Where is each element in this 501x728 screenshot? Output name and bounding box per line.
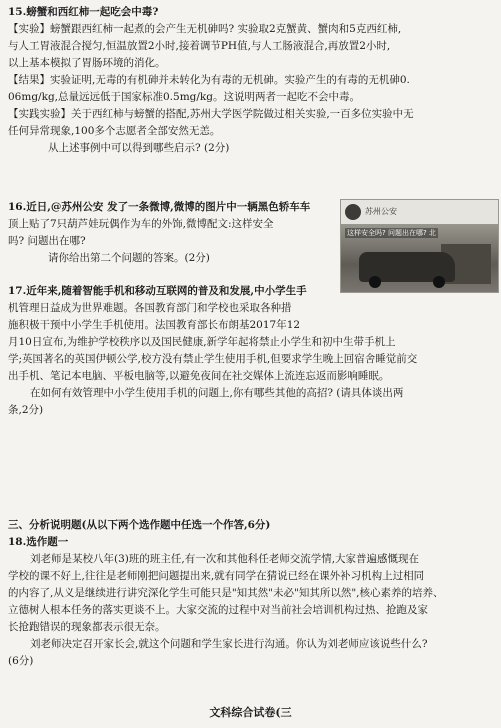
question-15	[8, 4, 496, 157]
question-15-title: 15.螃蟹和西红柿一起吃会中毒?	[8, 6, 159, 18]
question-17-line: 17.近年来,随着智能手机和移动互联网的普及和发展,中小学生手	[8, 285, 307, 297]
question-17-prompt-end: 条,2分)	[8, 404, 44, 416]
question-17-line: 机管理日益成为世界难题。各国教育部门和学校也采取各种措	[8, 302, 292, 314]
section-3	[8, 517, 496, 670]
question-15-line: 【结果】实验证明,无毒的有机砷并未转化为有毒的无机砷。实验产生的有毒的无机砷0.	[8, 74, 410, 86]
question-16-line: 顶上贴了7只葫芦娃玩偶作为车的外饰,微博配文:这样安全	[8, 218, 274, 230]
question-18-line: 刘老师是某校八年(3)班的班主任,有一次和其他科任老师交流学情,大家普遍感慨现在	[30, 553, 420, 565]
question-18-score: (6分)	[8, 655, 34, 667]
question-16-line: 吗? 问题出在哪?	[8, 235, 86, 247]
question-15-line: 任何异常现象,100多个志愿者全部安然无恙。	[8, 125, 221, 137]
weibo-car-photo	[340, 199, 499, 293]
question-17-prompt: 在如何有效管理中小学生使用手机的问题上,你有哪些其他的高招? (请具体谈出两	[30, 387, 404, 399]
section-heading: 三、分析说明题(从以下两个选作题中任选一个作答,6分)	[8, 519, 271, 531]
question-15-line: 06mg/kg,总量远远低于国家标准0.5mg/kg。这说明两者一起吃不会中毒。	[8, 91, 360, 103]
question-18-line: 学校的课不好上,往往是老师刚把问题提出来,就有同学在猜说已经在课外补习机构上过相同	[8, 570, 425, 582]
question-18-line: 的内容了,从义是继续进行讲究深化学生可能只是"知其然"未必"知其所以然",核心素养的培养、	[8, 587, 444, 599]
question-16	[8, 199, 338, 267]
question-16-line: 16.近日,@苏州公安 发了一条微博,微博的图片中一辆黑色轿车车	[8, 201, 311, 213]
question-17	[8, 283, 496, 419]
question-17-line: 学;英国著名的英国伊顿公学,校方没有禁止学生使用手机,但要求学生晚上回宿舍睡觉前交	[8, 353, 418, 365]
question-16-prompt: 请你给出第二个问题的答案。(2分)	[48, 252, 210, 264]
question-17-line: 施积极干预中小学生手机使用。法国教育部长布朗基2017年12	[8, 319, 301, 331]
page-footer: 文科综合试卷(三	[209, 706, 292, 719]
question-15-line: 与人工胃液混合搅匀,恒温放置2小时,接着调节PH值,与人工肠液混合,再放置2小时,	[8, 40, 391, 52]
weibo-account-name: 苏州公安	[365, 207, 397, 216]
question-18-line: 立德树人根本任务的落实更谈不上。大家交流的过程中对当前社会培训机构过热、抢跑及家	[8, 604, 428, 616]
question-18-line: 长抢跑错误的现象都表示很无奈。	[8, 621, 166, 633]
question-17-line: 月10日宣布,为维护学校秩序以及国民健康,新学年起将禁止小学生和初中生带手机上	[8, 336, 396, 348]
question-15-line: 【实验】螃蟹跟西红柿一起煮的会产生无机砷吗? 实验取2克蟹黄、蟹肉和5克西红柿,	[8, 23, 402, 35]
question-15-line: 【实践实验】关于西红柿与螃蟹的搭配,苏州大学医学院做过相关实验,一百多位实验中无	[8, 108, 414, 120]
question-18-title: 18.选作题一	[8, 536, 69, 548]
avatar	[345, 204, 361, 220]
question-15-line: 以上基本模拟了胃肠环境的消化。	[8, 57, 166, 69]
question-17-line: 出手机、笔记本电脑、平板电脑等,以避免夜间在社交媒体上流连忘返而影响睡眠。	[8, 370, 390, 382]
question-15-prompt: 从上述事例中可以得到哪些启示? (2分)	[48, 142, 230, 154]
photo-caption: 这样安全吗? 问题出在哪? 北	[347, 229, 436, 237]
question-18-prompt: 刘老师决定召开家长会,就这个问题和学生家长进行沟通。你认为刘老师应该说些什么?	[30, 638, 428, 650]
